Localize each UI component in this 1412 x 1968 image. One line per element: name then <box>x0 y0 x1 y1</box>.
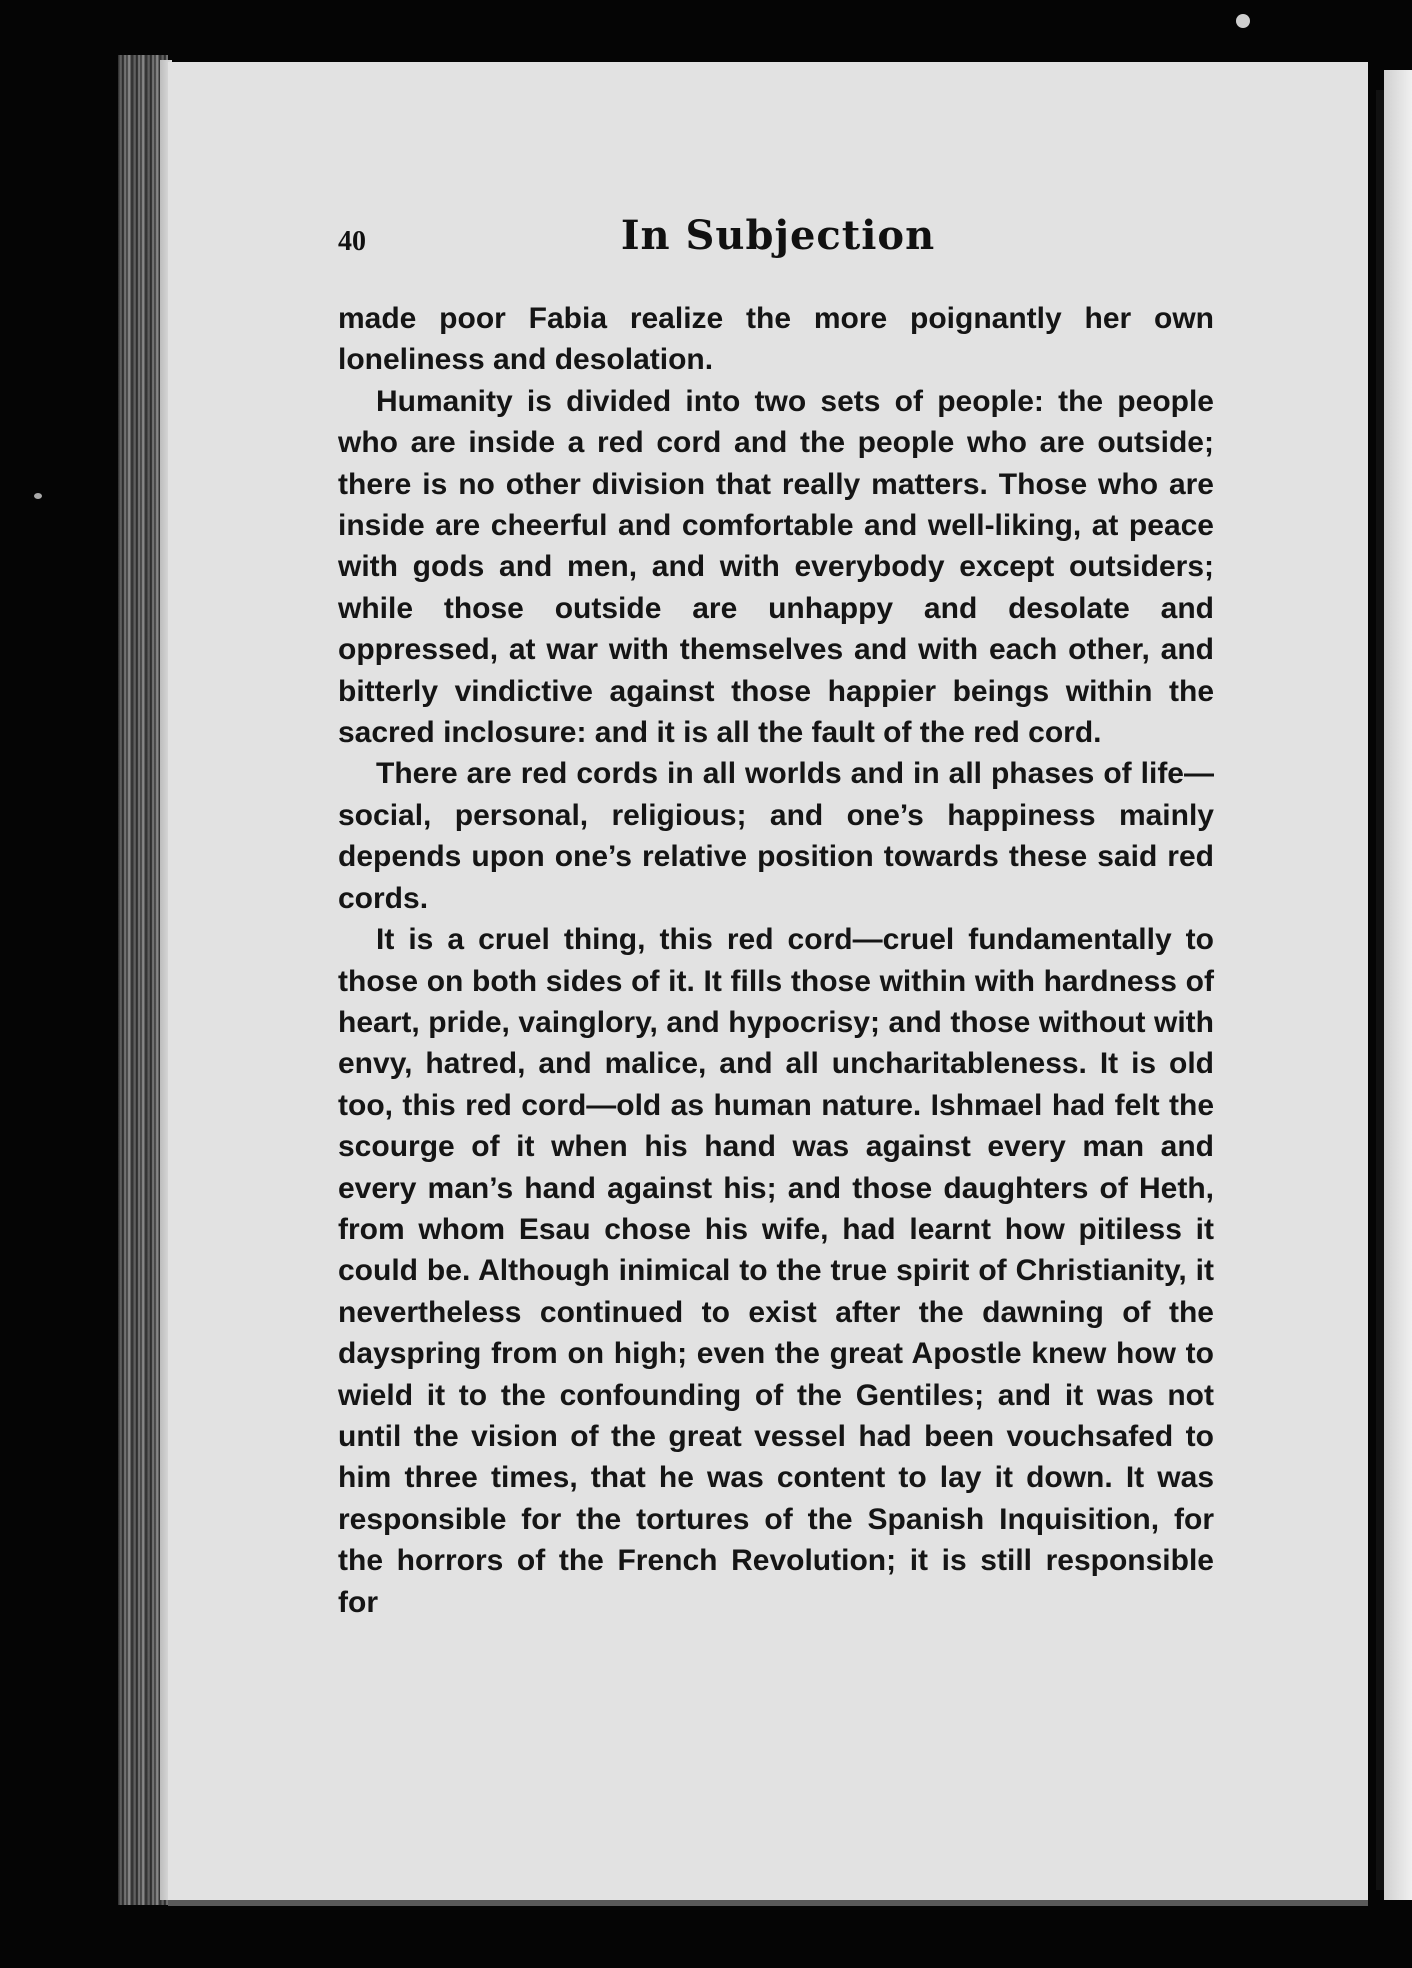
running-title: In Subjection <box>620 212 936 259</box>
page-number: 40 <box>338 226 366 257</box>
body-text <box>338 298 1214 1623</box>
paragraph: made poor Fabia realize the more poignantly her own loneliness and desolation. <box>338 302 1214 377</box>
paragraph: Humanity is divided into two sets of people: the people who are inside a red cord and the people who are outside; there is no other division that really matters. Those who are inside are cheerful and comfortable and well-liking, at peace with gods and men, and with everybody except outsiders; while those outside are unhappy and desolate and oppressed, at war with themselves and with each other, and bitterly vindictive against those happier beings within the sacred inclosure: and it is all the fault of the red cord. <box>338 384 1214 750</box>
scan-speck <box>34 493 42 499</box>
paragraph: It is a cruel thing, this red cord—cruel fundamentally to those on both sides of it. It fills those within with hardness of heart, pride, vainglory, and hypocrisy; and those without with envy, hatred, and malice, and all uncharitableness. It is old too, this red cord—old as human nature. Ishmael had felt the scourge of it when his hand was against every man and every man’s hand against his; and those daughters of Heth, from whom Esau chose his wife, had learnt how pitiless it could be. Although inimical to the true spirit of Christianity, it nevertheless continued to exist after the dawning of the dayspring from on high; even the great Apostle knew how to wield it to the confounding of the Gentiles; and it was not until the vision of the great vessel had been vouchsafed to him three times, that he was content to lay it down. It was responsible for the tortures of the Spanish Inquisition, for the horrors of the French Revolution; it is still responsible for <box>338 923 1214 1619</box>
page-edge-shadow <box>1376 90 1384 1890</box>
page-header <box>338 212 1218 268</box>
scan-speck <box>1236 14 1250 28</box>
paragraph: There are red cords in all worlds and in all phases of life—social, personal, religious; and one’s happiness mainly depends upon one’s relative position towards these said red cords. <box>338 757 1214 915</box>
next-page-edge <box>1384 70 1412 1900</box>
